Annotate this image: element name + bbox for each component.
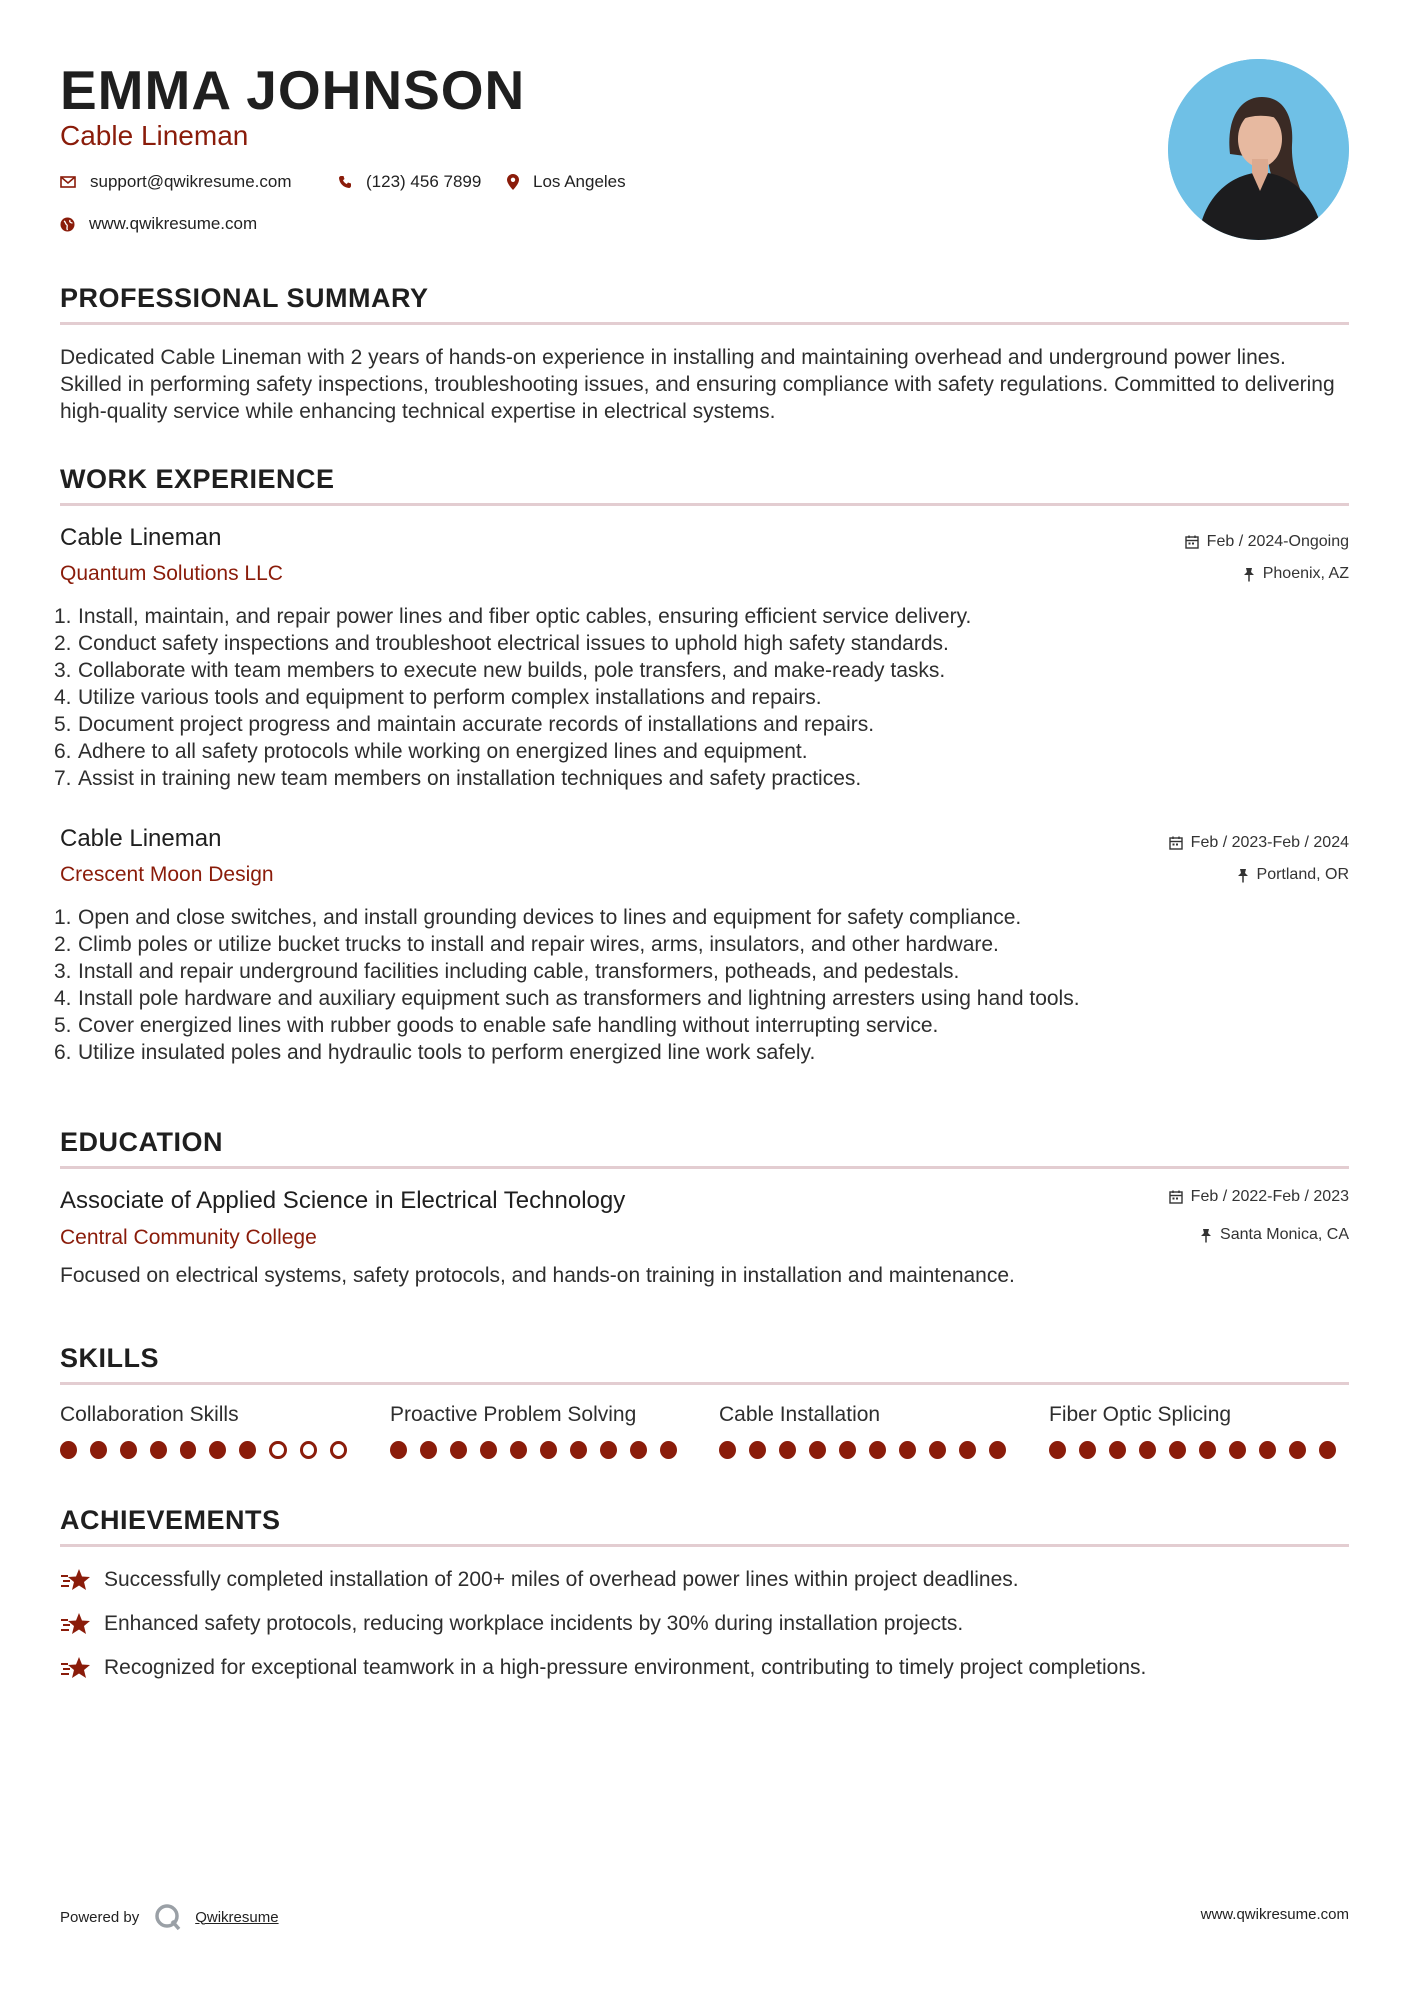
job-location: [1243, 565, 1349, 583]
rating-dot-filled: [420, 1441, 437, 1459]
rating-dot-filled: [1169, 1441, 1186, 1459]
rating-dot-filled: [1109, 1441, 1126, 1459]
rating-dot-filled: [1199, 1441, 1216, 1459]
company-name: Quantum Solutions LLC: [60, 562, 283, 585]
section-divider: [60, 1166, 1349, 1169]
achievement-text: Successfully completed installation of 200+ miles of overhead power lines within project deadlines.: [104, 1568, 1019, 1591]
shooting-star-icon: [60, 1567, 92, 1593]
rating-dot-filled: [600, 1441, 617, 1459]
job-location: [1237, 866, 1349, 884]
pushpin-icon: [1237, 868, 1249, 883]
candidate-role: Cable Lineman: [60, 120, 249, 151]
list-item: 2. Climb poles or utilize bucket trucks to install and repair wires, arms, insulators, and other hardware.: [54, 933, 999, 956]
rating-dot-filled: [450, 1441, 467, 1459]
calendar-icon: [1185, 535, 1199, 549]
list-item: 7. Assist in training new team members on installation techniques and safety practices.: [54, 767, 862, 790]
phone-icon: [338, 175, 352, 189]
rating-dot-filled: [150, 1441, 167, 1459]
person-photo-icon: [1168, 59, 1349, 240]
achievement-item: [60, 1567, 1019, 1593]
dates-text: Feb / 2024-Ongoing: [1206, 533, 1349, 550]
rating-dot-empty: [300, 1441, 317, 1459]
contact-phone[interactable]: [338, 172, 481, 192]
achievement-text: Recognized for exceptional teamwork in a high-pressure environment, contributing to timely project completions.: [104, 1656, 1147, 1679]
location-text: Portland, OR: [1256, 866, 1349, 883]
list-item: 5. Cover energized lines with rubber goods to enable safe handling without interrupting service.: [54, 1014, 939, 1037]
education-description: Focused on electrical systems, safety protocols, and hands-on training in installation and maintenance.: [60, 1264, 1015, 1287]
shooting-star-icon: [60, 1655, 92, 1681]
list-item: 1. Install, maintain, and repair power lines and fiber optic cables, ensuring efficient service delivery.: [54, 605, 972, 628]
candidate-name: EMMA JOHNSON: [60, 59, 526, 121]
rating-dot-filled: [570, 1441, 587, 1459]
job-title: Cable Lineman: [60, 825, 222, 852]
shooting-star-icon: [60, 1611, 92, 1637]
profile-photo: [1168, 59, 1349, 240]
rating-dot-filled: [180, 1441, 197, 1459]
powered-by-text: Powered by: [60, 1908, 140, 1926]
skill-rating: [719, 1441, 1019, 1459]
location-text: Phoenix, AZ: [1262, 565, 1349, 582]
envelope-icon: [60, 176, 76, 188]
list-item: 6. Adhere to all safety protocols while working on energized lines and equipment.: [54, 740, 808, 763]
rating-dot-empty: [330, 1441, 347, 1459]
job-title: Cable Lineman: [60, 524, 222, 551]
experience-heading: WORK EXPERIENCE: [60, 464, 335, 494]
skill-name: Collaboration Skills: [60, 1403, 239, 1426]
achievement-item: [60, 1611, 963, 1637]
location-text: Santa Monica, CA: [1220, 1226, 1349, 1243]
rating-dot-filled: [209, 1441, 226, 1459]
education-location: [1200, 1226, 1349, 1244]
skill-name: Fiber Optic Splicing: [1049, 1403, 1232, 1426]
section-divider: [60, 503, 1349, 506]
dates-text: Feb / 2023-Feb / 2024: [1190, 834, 1349, 851]
calendar-icon: [1169, 1190, 1183, 1204]
summary-heading: PROFESSIONAL SUMMARY: [60, 283, 429, 313]
list-item: 6. Utilize insulated poles and hydraulic tools to perform energized line work safely.: [54, 1041, 816, 1064]
rating-dot-filled: [809, 1441, 826, 1459]
rating-dot-filled: [390, 1441, 407, 1459]
list-item: 2. Conduct safety inspections and troubleshoot electrical issues to uphold high safety standards.: [54, 632, 949, 655]
education-dates: [1169, 1188, 1349, 1206]
rating-dot-filled: [1079, 1441, 1096, 1459]
rating-dot-filled: [1259, 1441, 1276, 1459]
qwikresume-link[interactable]: Qwikresume: [195, 1908, 279, 1926]
list-item: 1. Open and close switches, and install grounding devices to lines and equipment for safety compliance.: [54, 906, 1022, 929]
rating-dot-filled: [630, 1441, 647, 1459]
skill-rating: [60, 1441, 360, 1459]
achievement-item: [60, 1655, 1146, 1681]
company-name: Crescent Moon Design: [60, 863, 274, 886]
calendar-icon: [1169, 836, 1183, 850]
footer-website-link[interactable]: www.qwikresume.com: [1200, 1906, 1349, 1923]
rating-dot-filled: [1319, 1441, 1336, 1459]
list-item: 4. Utilize various tools and equipment to perform complex installations and repairs.: [54, 686, 822, 709]
education-heading: EDUCATION: [60, 1127, 223, 1157]
section-divider: [60, 1544, 1349, 1547]
rating-dot-filled: [120, 1441, 137, 1459]
rating-dot-filled: [869, 1441, 886, 1459]
rating-dot-filled: [1139, 1441, 1156, 1459]
rating-dot-filled: [779, 1441, 796, 1459]
section-divider: [60, 322, 1349, 325]
map-pin-icon: [507, 174, 519, 190]
rating-dot-filled: [540, 1441, 557, 1459]
globe-icon: [60, 217, 75, 232]
email-text: support@qwikresume.com: [90, 172, 292, 191]
rating-dot-filled: [510, 1441, 527, 1459]
contact-website[interactable]: [60, 214, 257, 234]
skill-item: [390, 1401, 690, 1459]
achievements-heading: ACHIEVEMENTS: [60, 1505, 281, 1535]
rating-dot-filled: [1049, 1441, 1066, 1459]
rating-dot-filled: [929, 1441, 946, 1459]
rating-dot-filled: [480, 1441, 497, 1459]
website-text: www.qwikresume.com: [89, 214, 258, 233]
skill-rating: [1049, 1441, 1349, 1459]
achievement-text: Enhanced safety protocols, reducing workplace incidents by 30% during installation projects.: [104, 1612, 964, 1635]
list-item: 3. Install and repair underground facilities including cable, transformers, potheads, and pedestals.: [54, 960, 960, 983]
skill-name: Cable Installation: [719, 1403, 881, 1426]
skill-rating: [390, 1441, 690, 1459]
footer-powered-by: [60, 1902, 279, 1932]
pushpin-icon: [1243, 567, 1255, 582]
skills-heading: SKILLS: [60, 1343, 160, 1373]
summary-text: Dedicated Cable Lineman with 2 years of hands-on experience in installing and maintaining overhead and underground power lines. Skilled in performing safety inspections, troubleshooting issues, and ensuring compliance with safety regulations. Committed to delivering high-quality service while enhancing technical expertise in electrical systems.: [60, 346, 1335, 423]
list-item: 4. Install pole hardware and auxiliary equipment such as transformers and lightning arresters using hand tools.: [54, 987, 1080, 1010]
rating-dot-filled: [719, 1441, 736, 1459]
job-dates: [1169, 834, 1349, 852]
rating-dot-empty: [269, 1441, 286, 1459]
skill-item: [60, 1401, 360, 1459]
skill-item: [719, 1401, 1019, 1459]
contact-location: [507, 172, 626, 192]
rating-dot-filled: [239, 1441, 256, 1459]
contact-email[interactable]: [60, 172, 292, 192]
skill-item: [1049, 1401, 1349, 1459]
pushpin-icon: [1200, 1228, 1212, 1243]
qwikresume-logo-icon: [153, 1902, 183, 1932]
skill-name: Proactive Problem Solving: [390, 1403, 637, 1426]
rating-dot-filled: [839, 1441, 856, 1459]
location-text: Los Angeles: [533, 172, 626, 191]
phone-text: (123) 456 7899: [366, 172, 482, 191]
rating-dot-filled: [899, 1441, 916, 1459]
degree-title: Associate of Applied Science in Electrical Technology: [60, 1187, 626, 1214]
rating-dot-filled: [989, 1441, 1006, 1459]
job-duties-list: [54, 904, 1080, 1066]
rating-dot-filled: [1229, 1441, 1246, 1459]
rating-dot-filled: [660, 1441, 677, 1459]
dates-text: Feb / 2022-Feb / 2023: [1190, 1188, 1349, 1205]
rating-dot-filled: [60, 1441, 77, 1459]
rating-dot-filled: [1289, 1441, 1306, 1459]
list-item: 3. Collaborate with team members to execute new builds, pole transfers, and make-ready tasks.: [54, 659, 946, 682]
section-divider: [60, 1382, 1349, 1385]
school-name: Central Community College: [60, 1226, 317, 1249]
list-item: 5. Document project progress and maintain accurate records of installations and repairs.: [54, 713, 875, 736]
rating-dot-filled: [90, 1441, 107, 1459]
rating-dot-filled: [749, 1441, 766, 1459]
rating-dot-filled: [959, 1441, 976, 1459]
job-duties-list: [54, 603, 971, 792]
job-dates: [1185, 533, 1349, 551]
